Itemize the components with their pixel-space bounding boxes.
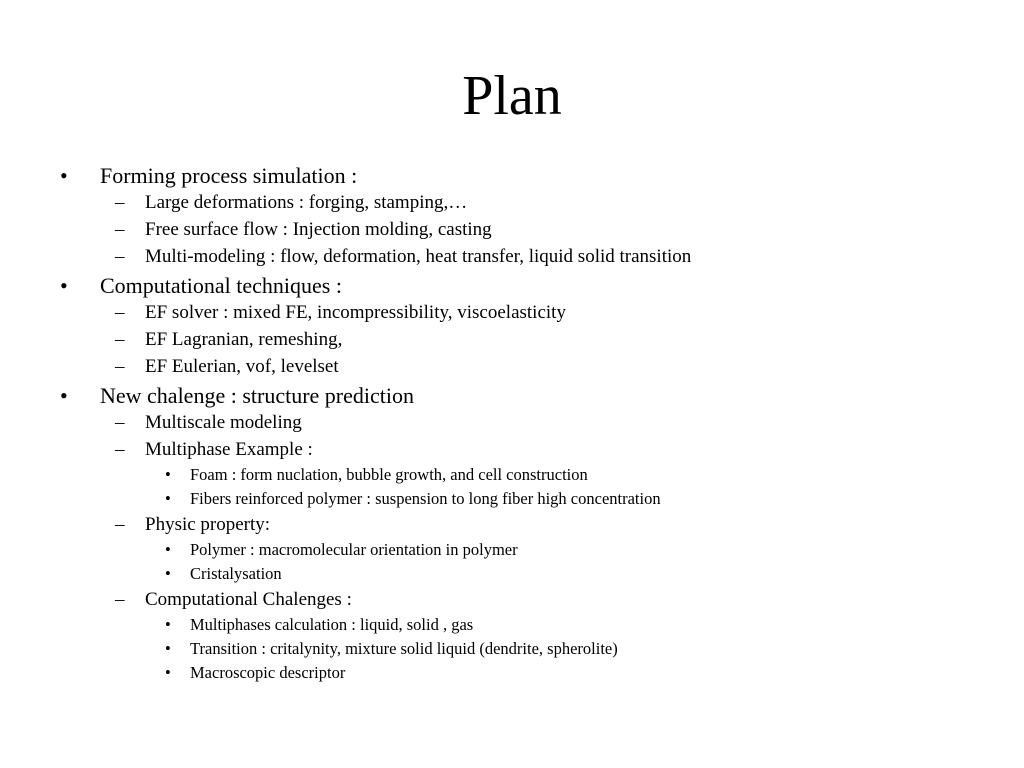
bullet-level-3	[60, 463, 1000, 487]
bullet-text: Large deformations : forging, stamping,…	[145, 192, 468, 213]
slide-outline	[60, 160, 1000, 685]
bullet-text: Macroscopic descriptor	[190, 663, 346, 682]
bullet-level-2	[60, 326, 1000, 353]
bullet-marker: •	[165, 615, 171, 634]
dash-marker: –	[115, 514, 125, 535]
bullet-level-2	[60, 511, 1000, 538]
bullet-text: Cristalysation	[190, 564, 282, 583]
bullet-level-2	[60, 409, 1000, 436]
bullet-marker: •	[165, 489, 171, 508]
bullet-marker: •	[165, 540, 171, 559]
bullet-text: Free surface flow : Injection molding, casting	[145, 219, 492, 240]
bullet-level-2	[60, 586, 1000, 613]
bullet-text: EF Lagranian, remeshing,	[145, 329, 343, 350]
bullet-text: Multiphases calculation : liquid, solid , gas	[190, 615, 474, 634]
bullet-marker: •	[165, 663, 171, 682]
bullet-text: Transition : critalynity, mixture solid liquid (dendrite, spherolite)	[190, 639, 618, 658]
bullet-level-2	[60, 243, 1000, 270]
dash-marker: –	[115, 412, 125, 433]
bullet-level-3	[60, 637, 1000, 661]
dash-marker: –	[115, 192, 125, 213]
bullet-level-2	[60, 436, 1000, 463]
bullet-marker: •	[165, 465, 171, 484]
dash-marker: –	[115, 302, 125, 323]
bullet-marker: •	[60, 383, 68, 408]
bullet-marker: •	[165, 564, 171, 583]
bullet-level-3	[60, 562, 1000, 586]
bullet-marker: •	[60, 273, 68, 298]
bullet-level-2	[60, 299, 1000, 326]
bullet-text: EF solver : mixed FE, incompressibility, viscoelasticity	[145, 302, 566, 323]
bullet-level-3	[60, 661, 1000, 685]
bullet-marker: •	[165, 639, 171, 658]
bullet-level-1	[60, 272, 1000, 299]
bullet-level-2	[60, 353, 1000, 380]
bullet-text: New chalenge : structure prediction	[100, 383, 414, 408]
bullet-text: Multiscale modeling	[145, 412, 302, 433]
bullet-level-2	[60, 189, 1000, 216]
bullet-text: Multi-modeling : flow, deformation, heat transfer, liquid solid transition	[145, 246, 692, 267]
bullet-text: Computational Chalenges :	[145, 589, 352, 610]
bullet-marker: •	[60, 163, 68, 188]
bullet-text: EF Eulerian, vof, levelset	[145, 356, 339, 377]
dash-marker: –	[115, 329, 125, 350]
bullet-text: Physic property:	[145, 514, 271, 535]
bullet-text: Fibers reinforced polymer : suspension to long fiber high concentration	[190, 489, 661, 508]
bullet-text: Polymer : macromolecular orientation in polymer	[190, 540, 518, 559]
dash-marker: –	[115, 589, 125, 610]
bullet-level-3	[60, 613, 1000, 637]
bullet-level-1	[60, 162, 1000, 189]
bullet-level-2	[60, 216, 1000, 243]
bullet-text: Computational techniques :	[100, 273, 342, 298]
bullet-level-3	[60, 538, 1000, 562]
bullet-level-1	[60, 382, 1000, 409]
dash-marker: –	[115, 246, 125, 267]
bullet-text: Multiphase Example :	[145, 439, 313, 460]
dash-marker: –	[115, 219, 125, 240]
slide-title: Plan	[462, 65, 562, 127]
dash-marker: –	[115, 439, 125, 460]
bullet-text: Forming process simulation :	[100, 163, 358, 188]
bullet-level-3	[60, 487, 1000, 511]
dash-marker: –	[115, 356, 125, 377]
bullet-text: Foam : form nuclation, bubble growth, and cell construction	[190, 465, 588, 484]
